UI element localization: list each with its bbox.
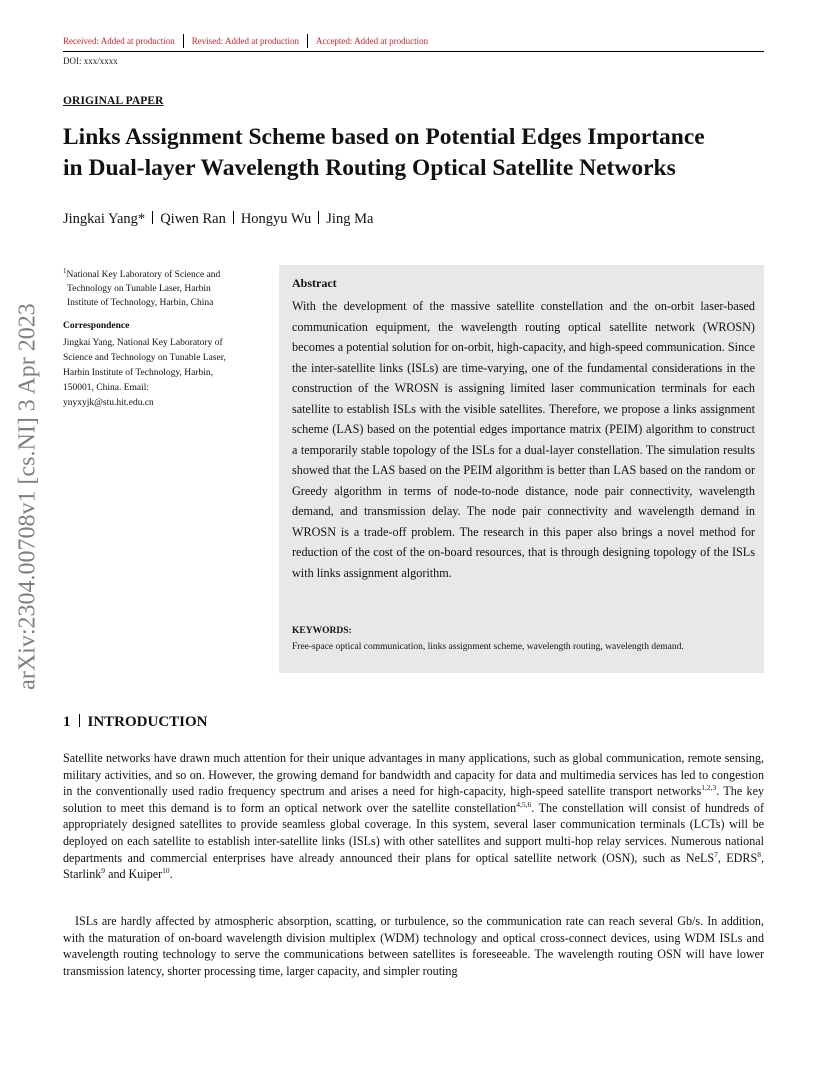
paragraph-text: . The constellation will consist of hundreds of appropriately designed satellites to provide seamless global coverage. In this system, several laser communication terminals (LCTs) will be deployed on each satellite to establish inter-satellite links (ISLs) with other satellites and support multi-hop relay services. Numerous national departments and commercial enterprises have already announced their plans for optical satellite network (OSN), such as NeLS xyxy=(63,800,764,865)
paragraph-text: . xyxy=(169,867,173,882)
divider xyxy=(318,211,319,224)
citation[interactable]: 7 xyxy=(714,849,718,859)
paragraph-text: Satellite networks have drawn much attention for their unique advantages in many applications, such as global communication, remote sensing, military activities, and so on. However, the growing demand for bandwidth and capacity for data and multimedia services has led to congestion in the conventionally used radio frequency spectrum and arises a need for high-capacity, high-speed satellite transport networks xyxy=(63,751,764,799)
correspondence-line: Science and Technology on Tunable Laser, xyxy=(63,353,226,363)
affiliation-line: National Key Laboratory of Science and xyxy=(66,270,221,281)
revised-date: Revised: Added at production xyxy=(191,36,299,47)
intro-paragraph-2: ISLs are hardly affected by atmospheric absorption, scatting, or turbulence, so the communication rate can reach several Gb/s. In addition, with the maturation of on-board wavelength division multiplex (WDM) technology and optical cross-connect devices, using WDM ISLs and wavelength routing technology to serve the communications between satellites is foreseeable. The wavelength routing OSN will have lower transmission latency, shorter processing time, larger capacity, and simpler routing xyxy=(63,914,764,978)
citation[interactable]: 9 xyxy=(101,866,106,876)
author: Hongyu Wu xyxy=(240,211,312,227)
divider xyxy=(307,34,308,48)
section-label: ORIGINAL PAPER xyxy=(63,95,164,107)
paragraph-text: , Starlink xyxy=(63,850,764,882)
paper-title xyxy=(63,122,763,184)
correspondence-heading: Correspondence xyxy=(63,321,130,331)
divider xyxy=(79,714,80,727)
correspondence-line: 150001, China. Email: xyxy=(63,383,150,393)
divider xyxy=(233,211,234,224)
paragraph-text: and Kuiper xyxy=(105,867,163,882)
keywords-text: Free-space optical communication, links assignment scheme, wavelength routing, wavelength demand. xyxy=(292,642,684,652)
author-list xyxy=(63,211,373,228)
paragraph-text: . The key solution to meet this demand is to form an optical network over the satellite constellation xyxy=(63,784,764,815)
affiliation-line: Technology on Tunable Laser, Harbin xyxy=(67,284,211,295)
paragraph-text: , EDRS xyxy=(717,850,758,865)
received-date: Received: Added at production xyxy=(63,36,175,47)
section-title: INTRODUCTION xyxy=(87,714,208,730)
title-line-2: in Dual-layer Wavelength Routing Optical Satellite Networks xyxy=(63,155,676,181)
divider xyxy=(183,34,184,48)
intro-paragraph-1 xyxy=(63,750,764,883)
citation[interactable]: 8 xyxy=(757,849,761,859)
author: Jing Ma xyxy=(326,211,374,227)
section-number: 1 xyxy=(63,714,71,730)
affiliation-line: Institute of Technology, Harbin, China xyxy=(67,298,214,309)
correspondence-text xyxy=(63,336,263,411)
accepted-date: Accepted: Added at production xyxy=(315,36,429,47)
affiliation-marker: 1 xyxy=(63,267,67,275)
correspondence-line: Jingkai Yang, National Key Laboratory of xyxy=(63,338,223,348)
correspondence-email[interactable]: ynyxyjk@stu.hit.edu.cn xyxy=(63,398,154,408)
correspondence-line: Harbin Institute of Technology, Harbin, xyxy=(63,368,213,378)
keywords-heading: KEYWORDS: xyxy=(292,626,352,636)
doi: DOI: xxx/xxxx xyxy=(63,56,118,66)
abstract-heading: Abstract xyxy=(292,276,337,290)
section-heading-introduction xyxy=(63,714,208,731)
author: Jingkai Yang* xyxy=(63,211,146,227)
abstract-text: With the development of the massive satellite constellation and the on-orbit laser-based communication equipment, the wavelength routing optical satellite network (WROSN) becomes a potential solution for on-orbit, high-capacity, and high-speed communication. Since the inter-satellite links (ISLs) are time-varying, one of the fundamental considerations in the construction of the WROSN is assigning limited laser communication terminals for each satellite to establish ISLs with the visible satellites. Therefore, we propose a links assignment scheme (LAS) based on the potential edges importance matrix (PEIM) algorithm to construct a temporarily stable topology of the ISLs for a dual-layer constellation. The simulation results showed that the LAS based on the PEIM algorithm is better than LAS based on the random or Greedy algorithm in terms of node-to-node distance, node pair connectivity, wavelength demand, and transmission delay. The node pair connectivity and wavelength demand in WROSN is a trade-off problem. The research in this paper also brings a novel method for reduction of the cost of the on-board resources, that is through designing topology of the ISLs with links assignment algorithm. xyxy=(292,299,755,580)
citation[interactable]: 10 xyxy=(162,866,170,876)
header-rule xyxy=(63,51,764,52)
citation[interactable]: 4,5,6 xyxy=(516,799,532,809)
affiliation xyxy=(63,264,263,310)
arxiv-stamp: arXiv:2304.00708v1 [cs.NI] 3 Apr 2023 xyxy=(14,303,41,690)
publication-dates xyxy=(63,35,428,49)
divider xyxy=(152,211,153,224)
title-line-1: Links Assignment Scheme based on Potential Edges Importance xyxy=(63,124,705,150)
citation[interactable]: 1,2,3 xyxy=(701,783,717,793)
author: Qiwen Ran xyxy=(160,211,226,227)
